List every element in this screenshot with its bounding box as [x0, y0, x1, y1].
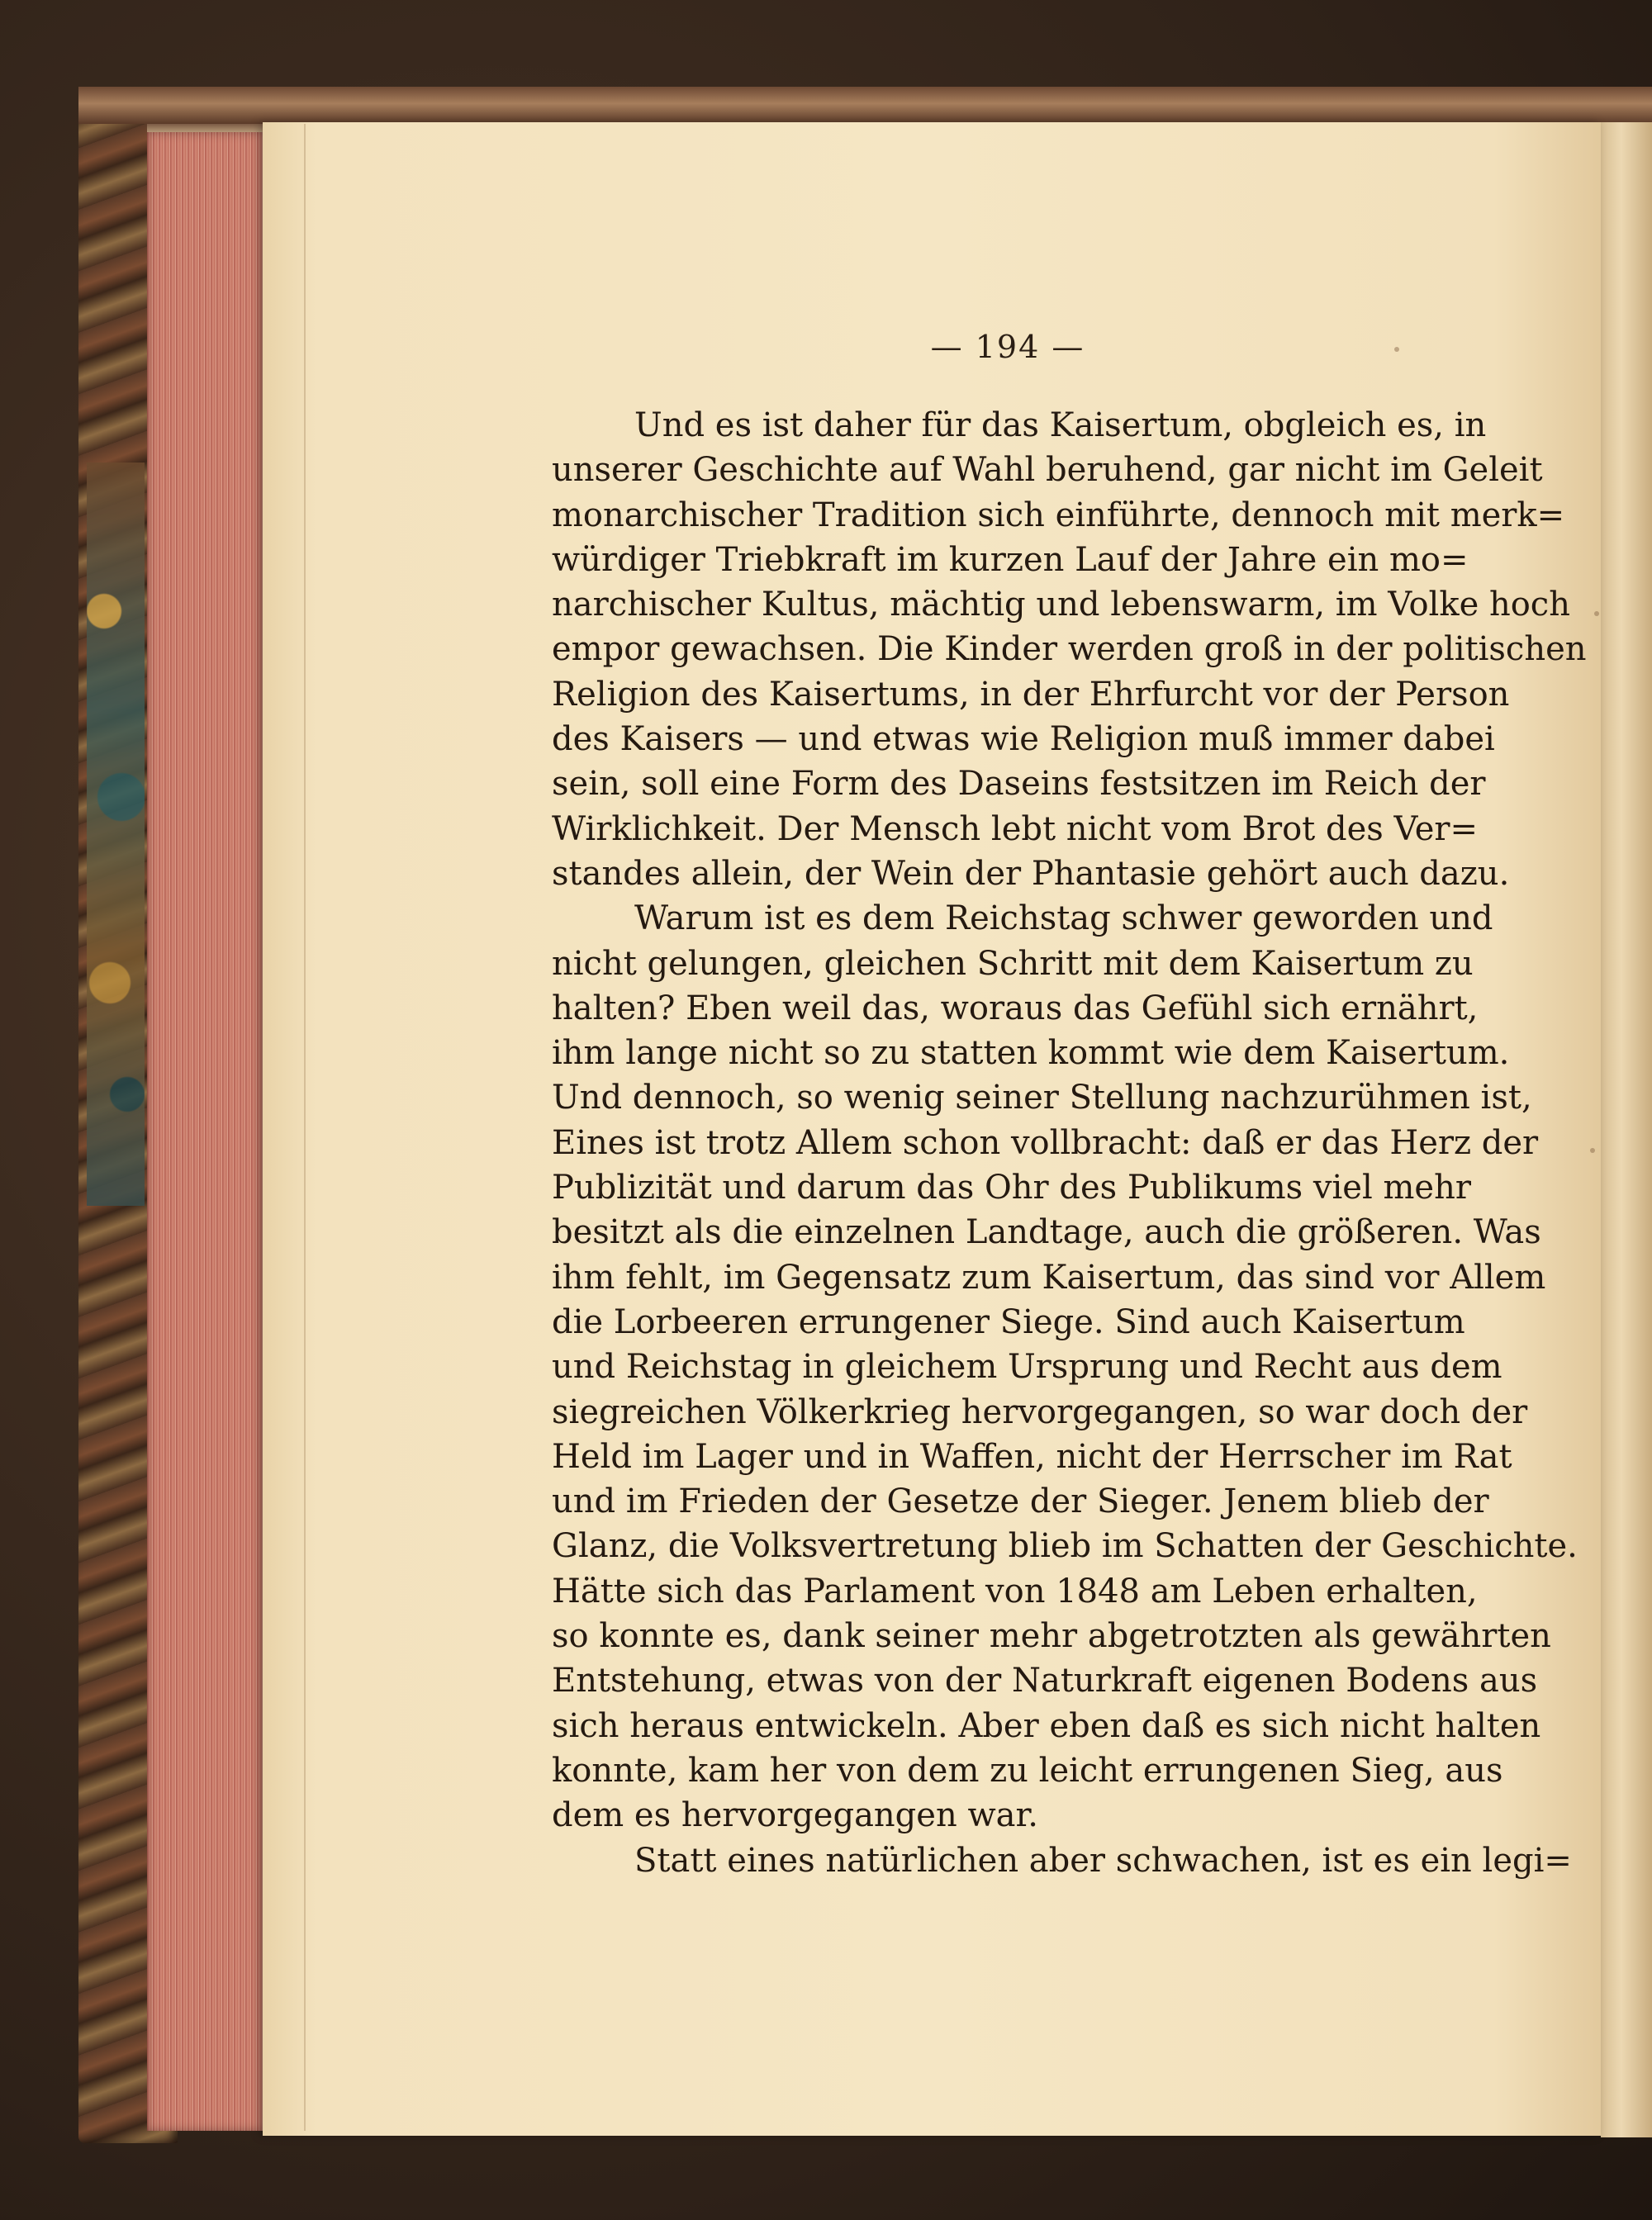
- text-line: würdiger Triebkraft im kurzen Lauf der Jahre ein mo=: [552, 540, 1469, 579]
- text-line: ihm lange nicht so zu statten kommt wie dem Kaisertum.: [552, 1034, 1510, 1073]
- text-line: Hätte sich das Parlament von 1848 am Leben erhalten,: [552, 1572, 1478, 1610]
- text-line: Publizität und darum das Ohr des Publikums viel mehr: [552, 1169, 1471, 1207]
- text-line: unserer Geschichte auf Wahl beruhend, gar nicht im Geleit: [552, 451, 1543, 490]
- marbled-cover-pattern: [87, 462, 145, 1206]
- text-line: Und dennoch, so wenig seiner Stellung nachzurühmen ist,: [552, 1079, 1532, 1117]
- page-gutter-line: [304, 124, 306, 2131]
- text-line: monarchischer Tradition sich einführte, dennoch mit merk=: [552, 496, 1565, 534]
- text-line: Entstehung, etwas von der Naturkraft eigenen Bodens aus: [552, 1662, 1538, 1701]
- paper-speck: [1394, 347, 1399, 352]
- paper-speck: [1590, 1148, 1595, 1153]
- text-line: dem es hervorgegangen war.: [552, 1796, 1038, 1835]
- adjacent-page-edge: [1601, 122, 1652, 2137]
- text-line: Glanz, die Volksvertretung blieb im Schatten der Geschichte.: [552, 1527, 1578, 1566]
- text-line: ihm fehlt, im Gegensatz zum Kaisertum, das sind vor Allem: [552, 1258, 1546, 1297]
- page-fore-edge: [147, 132, 263, 2131]
- text-line: Held im Lager und in Waffen, nicht der Herrscher im Rat: [552, 1437, 1512, 1476]
- text-line: empor gewachsen. Die Kinder werden groß in der politischen: [552, 630, 1587, 669]
- text-line: Warum ist es dem Reichstag schwer geworden und: [634, 899, 1493, 938]
- top-binding-band: [78, 87, 1652, 124]
- text-line: und Reichstag in gleichem Ursprung und Recht aus dem: [552, 1348, 1502, 1387]
- text-line: konnte, kam her von dem zu leicht errungenen Sieg, aus: [552, 1751, 1503, 1790]
- paper-speck: [1594, 611, 1599, 616]
- page-number: — 194 —: [930, 329, 1085, 365]
- text-line: standes allein, der Wein der Phantasie gehört auch dazu.: [552, 854, 1510, 893]
- text-line: siegreichen Völkerkrieg hervorgegangen, so war doch der: [552, 1392, 1528, 1431]
- text-line: die Lorbeeren errungener Siege. Sind auch Kaisertum: [552, 1302, 1465, 1341]
- text-line: sich heraus entwickeln. Aber eben daß es sich nicht halten: [552, 1706, 1541, 1745]
- text-line: halten? Eben weil das, woraus das Gefühl sich ernährt,: [552, 989, 1479, 1027]
- text-line: und im Frieden der Gesetze der Sieger. Jenem blieb der: [552, 1482, 1489, 1521]
- text-line: sein, soll eine Form des Daseins festsitzen im Reich der: [552, 765, 1486, 804]
- text-line: Wirklichkeit. Der Mensch lebt nicht vom Brot des Ver=: [552, 809, 1479, 848]
- text-line: Statt eines natürlichen aber schwachen, ist es ein legi=: [634, 1841, 1572, 1880]
- text-line: des Kaisers — und etwas wie Religion muß immer dabei: [552, 720, 1495, 759]
- text-line: so konnte es, dank seiner mehr abgetrotzten als gewährten: [552, 1617, 1551, 1656]
- text-line: nicht gelungen, gleichen Schritt mit dem Kaisertum zu: [552, 944, 1474, 983]
- page-text: [552, 403, 1587, 1883]
- text-line: Religion des Kaisertums, in der Ehrfurcht vor der Person: [552, 675, 1510, 714]
- text-line: narchischer Kultus, mächtig und lebenswarm, im Volke hoch: [552, 586, 1570, 624]
- text-line: Eines ist trotz Allem schon vollbracht: daß er das Herz der: [552, 1123, 1539, 1162]
- text-line: Und es ist daher für das Kaisertum, obgleich es, in: [634, 406, 1487, 444]
- text-line: besitzt als die einzelnen Landtage, auch die größeren. Was: [552, 1213, 1541, 1252]
